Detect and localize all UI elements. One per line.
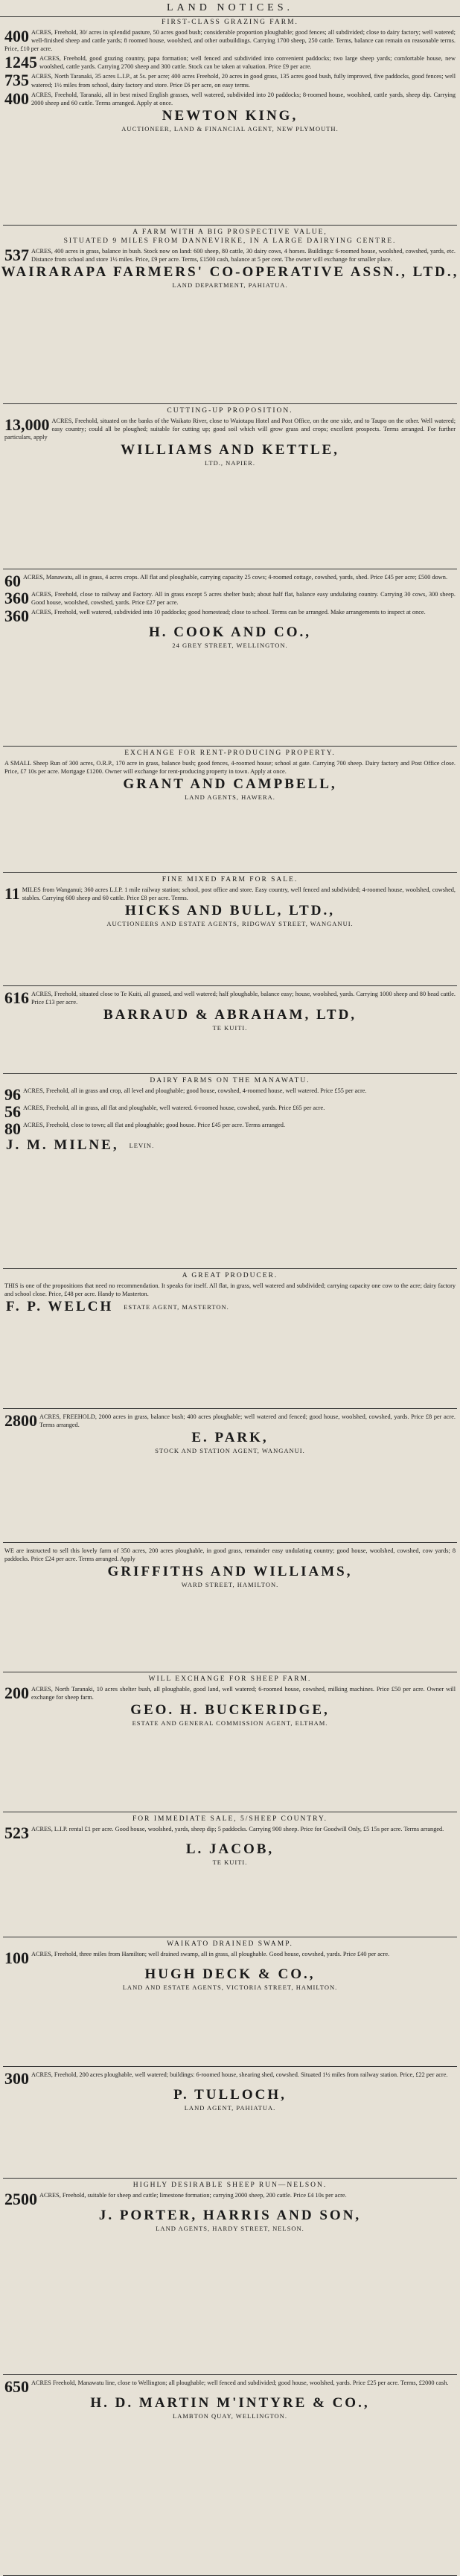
listing-item [0,1087,460,1102]
agent-name: WAIRARAPA FARMERS' CO-OPERATIVE ASSN., LTD., [1,264,459,281]
listing-item [0,417,460,441]
agent-name: J. M. MILNE, [6,1137,119,1153]
page-title: LAND NOTICES. [0,0,460,17]
listing-item [0,2191,460,2207]
acreage-figure: 523 [4,1824,29,1842]
ad-block [0,2181,460,2373]
listing-text: ACRES, Freehold, situated on the banks of the Waikato River, close to Waiotapu Hotel and Post Office, on the one side, and to Taupo on the other. Well watered; easy country; could all be ploughed; suitable for cutting up; good soil which will grow grass and crops; excellent prospects. Terms arranged. For further particulars, apply [4,418,456,441]
ad-block [0,1076,460,1267]
listing-text: ACRES, FREEHOLD, 2000 acres in grass, balance bush; 400 acres ploughable; well watered and fenced; good house, woolshed, cowshed, yards. Price £8 per acre. Terms arranged. [39,1413,456,1429]
acreage-figure: 96 [4,1085,21,1104]
listing-item [0,247,460,263]
ad-heading: CUTTING-UP PROPOSITION. [167,407,293,415]
section-divider [3,872,457,873]
listing-text: ACRES, Freehold, well watered, subdivided into 10 paddocks; good homestead; close to school. Terms can be arranged. Make arrangements to inspect at once. [31,609,426,616]
ad-block [0,1545,460,1670]
section-divider [3,1542,457,1543]
listing-text: ACRES, Freehold, suitable for sheep and cattle; limestone formation; carrying 2000 sheep, 200 cattle. Price £4 10s per acre. [39,2192,347,2199]
listing-item [0,54,460,71]
listing-text: ACRES, Freehold, good grazing country, papa formation; well fenced and subdivided into convenient paddocks; two large sheep yards; comfortable house, new woolshed, cattle yards. Carrying 2700 sheep and 300 cattle. Stock can be taken at valuation. Price £9 per acre. [39,55,456,71]
listing-item [0,759,460,776]
listing-item [0,590,460,607]
agent-address: LAND AND ESTATE AGENTS, VICTORIA STREET, HAMILTON. [122,1984,338,1991]
agent-name: NEWTON KING, [162,107,298,124]
listing-text: A SMALL Sheep Run of 300 acres, O.R.P., 170 acre in grass, balance bush; good fences, 4-roomed house; school at gate. Carrying 700 sheep. Dairy factory and Post Office close. Price, £7 10s per acre. Mortgage £1200. Owner will exchange for rent-producing property in town. Apply at once. [4,760,456,776]
section-divider [3,2178,457,2179]
ad-block [0,18,460,223]
section-divider [3,746,457,747]
ad-block [0,228,460,402]
listing-text: ACRES, Freehold, 30/ acres in splendid pasture, 50 acres good bush; considerable proportion ploughable; good fences; all subdivided; close to dairy factory; well watered; well-finished sheep and cattle yards; 8 roomed house, woolshed, and other outbuildings. Carrying 1700 sheep, 250 cattle. Terms, balance can remain on reasonable terms. Price, £10 per acre. [4,29,456,53]
acreage-figure: 2500 [4,2190,37,2208]
listing-item [0,886,460,902]
listing-text: ACRES, Freehold, close to town; all flat and ploughable; good house. Price £45 per acre. Terms arranged. [23,1122,286,1128]
acreage-figure: 400 [4,27,29,45]
acreage-figure: 200 [4,1684,29,1702]
agent-name: GRANT AND CAMPBELL, [123,776,337,793]
section-divider [3,985,457,986]
agent-address: STOCK AND STATION AGENT, WANGANUI. [155,1447,305,1455]
section-divider [3,1268,457,1269]
acreage-figure: 2800 [4,1411,37,1430]
section-divider [3,403,457,404]
ad-heading: EXCHANGE FOR RENT-PRODUCING PROPERTY. [124,750,336,757]
listing-item [0,1282,460,1298]
agent-name: BARRAUD & ABRAHAM, LTD, [103,1007,357,1023]
acreage-figure: 735 [4,71,29,90]
ad-heading: WAIKATO DRAINED SWAMP. [167,1940,293,1948]
ad-block [0,1411,460,1541]
acreage-figure: 11 [4,884,20,903]
acreage-figure: 360 [4,607,29,626]
acreage-figure: 616 [4,988,29,1007]
agent-signature [0,1137,460,1154]
acreage-figure: 650 [4,2377,29,2396]
listing-text: MILES from Wanganui; 360 acres L.I.P. 1 mile railway station; school, post office and store. Easy country, well fenced and subdivided; 4-roomed house, woolshed, cowshed, stables. Carrying 600 sheep and 60 cattle. Price £8 per acre. Terms. [22,886,456,902]
ad-block [0,875,460,984]
agent-address: 24 GREY STREET, WELLINGTON. [172,642,288,650]
listing-item [0,72,460,89]
listing-item [0,1685,460,1701]
ad-block [0,1940,460,2065]
agent-address: AUCTIONEERS AND ESTATE AGENTS, RIDGWAY STREET, WANGANUI. [106,920,354,928]
ad-heading: FOR IMMEDIATE SALE, 5/SHEEP COUNTRY. [132,1815,328,1823]
acreage-figure: 56 [4,1102,21,1121]
listing-text: ACRES, Manawatu, all in grass, 4 acres crops. All flat and ploughable, carrying capacity 25 cows; 4-roomed cottage, cowshed, yards, shed. Price £45 per acre; £500 down. [23,574,448,581]
section-divider [3,2374,457,2375]
listing-text: ACRES, 400 acres in grass, balance in bush. Stock now on land: 600 sheep, 80 cattle, 30 dairy cows, 4 horses. Buildings: 6-roomed house, woolshed, cowshed, yards, etc. Distance from school and store 1½ miles. Price, £9 per acre. Terms, £1500 cash, balance at 5 per cent. The owner will exchange for smaller place. [31,248,456,263]
ad-block [0,572,460,744]
listing-item [0,990,460,1006]
ad-block [0,988,460,1072]
acreage-figure: 60 [4,572,21,590]
listing-item [0,1104,460,1119]
ad-heading: WILL EXCHANGE FOR SHEEP FARM. [148,1675,312,1683]
agent-address: ESTATE AGENT, MASTERTON. [124,1303,229,1311]
listing-item [0,1950,460,1966]
agent-name: HICKS AND BULL, LTD., [125,903,335,919]
listing-item [0,1825,460,1841]
agent-name: H. D. MARTIN M'INTYRE & CO., [90,2395,370,2411]
listing-text: ACRES, North Taranaki, 35 acres L.I.P., at 5s. per acre; 400 acres Freehold, 20 acres in good grass, 135 acres good bush, fully improved, five paddocks, good fences; well watered; 1½ miles from school, dairy factory and store. Price £6 per acre, on easy terms. [31,73,456,89]
ad-block [0,406,460,567]
agent-name: HUGH DECK & CO., [144,1966,316,1982]
listing-text: THIS is one of the propositions that need no recommendation. It speaks for itself. All flat, in grass, well watered and subdivided; carrying capacity one cow to the acre; dairy factory and school close. Price, £48 per acre. Handy to Masterton. [4,1282,456,1298]
agent-address: LAND AGENTS, HARDY STREET, NELSON. [156,2225,304,2232]
listing-text: ACRES, Freehold, close to railway and Factory. All in grass except 5 acres shelter bush; about half flat, balance easy undulating country. Carrying 30 cows, 300 sheep. Good house, woolshed, cowshed, yards. Price £27 per acre. [31,591,456,607]
section-divider [3,1073,457,1074]
listing-item [0,91,460,107]
agent-signature [0,1298,460,1316]
ad-block [0,1675,460,1810]
section-divider [3,2066,457,2067]
agent-address: WARD STREET, HAMILTON. [181,1581,279,1589]
ad-block [0,749,460,871]
listing-text: ACRES, Freehold, Taranaki, all in best mixed English grasses, well watered, subdivided into 20 paddocks; 8-roomed house, woolshed, cattle yards, sheep dip. Carrying 2000 sheep and 60 cattle. Terms arranged. Apply at once. [31,91,456,106]
acreage-figure: 360 [4,589,29,607]
acreage-figure: 80 [4,1119,21,1138]
agent-name: P. TULLOCH, [173,2087,287,2103]
acreage-figure: 100 [4,1949,29,1967]
ad-subheading: SITUATED 9 MILES FROM DANNEVIRKE, IN A LARGE DAIRYING CENTRE. [63,237,397,245]
listing-text: ACRES, L.I.P. rental £1 per acre. Good house, woolshed, yards, sheep dip; 5 paddocks. Carrying 900 sheep. Price for Goodwill Only, £5 15s per acre. Terms arranged. [31,1826,444,1832]
acreage-figure: 400 [4,89,29,108]
listing-item [0,1121,460,1137]
ad-heading: FINE MIXED FARM FOR SALE. [162,876,298,883]
agent-name: J. PORTER, HARRIS AND SON, [98,2208,362,2223]
agent-address: AUCTIONEER, LAND & FINANCIAL AGENT, NEW PLYMOUTH. [121,124,339,132]
agent-address: LTD., NAPIER. [205,459,255,467]
ad-block [0,1815,460,1935]
listing-text: ACRES, Freehold, three miles from Hamilton; well drained swamp, all in grass, all ploughable. Good house, cowshed, yards. Price £40 per acre. [31,1951,390,1957]
listing-item [0,573,460,589]
section-divider [3,225,457,226]
listing-text: ACRES, Freehold, situated close to Te Kuiti, all grassed, and well watered; half ploughable, balance easy; house, woolshed, yards. Carrying 1000 sheep and 80 head cattle. Price £13 per acre. [31,991,456,1006]
acreage-figure: 300 [4,2069,29,2088]
agent-name: GRIFFITHS AND WILLIAMS, [107,1564,353,1580]
section-divider [3,1408,457,1409]
listing-text: ACRES, Freehold, all in grass, all flat and ploughable, well watered. 6-roomed house, cowshed, yards. Price £65 per acre. [23,1105,325,1111]
agent-address: LAND AGENTS, HAWERA. [185,793,275,802]
listing-text: ACRES Freehold, Manawatu line, close to Wellington; all ploughable; well fenced and subdivided; good house, woolshed, yards. Price £25 per acre. Terms, £2000 cash. [31,2380,449,2386]
agent-address: TE KUITI. [212,1859,248,1866]
ad-block [0,2069,460,2176]
agent-address: LEVIN. [129,1141,155,1149]
acreage-figure: 1245 [4,53,37,72]
ad-heading: HIGHLY DESIRABLE SHEEP RUN—NELSON. [132,2182,328,2189]
listing-text: ACRES, Freehold, all in grass and crop, all level and ploughable; good house, cowshed, 4-roomed house, well watered. Price £55 per acre. [23,1087,367,1094]
agent-name: F. P. WELCH [6,1299,114,1315]
acreage-figure: 537 [4,246,29,264]
listing-text: ACRES, Freehold, 200 acres ploughable, well watered; buildings: 6-roomed house, shearing shed, cowshed. Situated 1½ miles from railway station. Price, £22 per acre. [31,2071,448,2078]
agent-name: E. PARK, [191,1430,269,1446]
agent-address: LAMBTON QUAY, WELLINGTON. [173,2412,287,2420]
agent-name: H. COOK AND CO., [149,624,311,641]
agent-name: WILLIAMS AND KETTLE, [121,442,339,458]
listing-text: ACRES, North Taranaki, 10 acres shelter bush, all ploughable, good land, well watered; 6-roomed house, cowshed, milking machines. Price £50 per acre. Owner will exchange for sheep farm. [31,1686,456,1701]
ad-block [0,1271,460,1407]
agent-address: ESTATE AND GENERAL COMMISSION AGENT, ELTHAM. [132,1719,328,1728]
listing-item [0,1413,460,1429]
ad-block [0,2377,460,2574]
ad-heading: A FARM WITH A BIG PROSPECTIVE VALUE, [132,228,328,236]
agent-address: LAND AGENT, PAHIATUA. [184,2104,276,2112]
listing-item [0,608,460,624]
listing-text: WE are instructed to sell this lovely farm of 350 acres, 200 acres ploughable, in good grass, remainder easy undulating country; good house, woolshed, cowshed, cow yards; 8 paddocks. Price £24 per acre. Terms arranged. Apply [4,1547,456,1563]
agent-address: LAND DEPARTMENT, PAHIATUA. [172,281,288,290]
acreage-figure: 13,000 [4,415,50,434]
agent-address: TE KUITI. [212,1024,248,1032]
ad-heading: DAIRY FARMS ON THE MANAWATU. [150,1077,310,1084]
ad-heading: A GREAT PRODUCER. [182,1272,278,1279]
listing-item [0,1547,460,1563]
listing-item [0,28,460,53]
listing-item [0,2379,460,2394]
listing-item [0,2071,460,2086]
ad-heading: FIRST-CLASS GRAZING FARM. [162,19,298,26]
agent-name: L. JACOB, [185,1841,275,1857]
agent-name: GEO. H. BUCKERIDGE, [130,1702,330,1719]
